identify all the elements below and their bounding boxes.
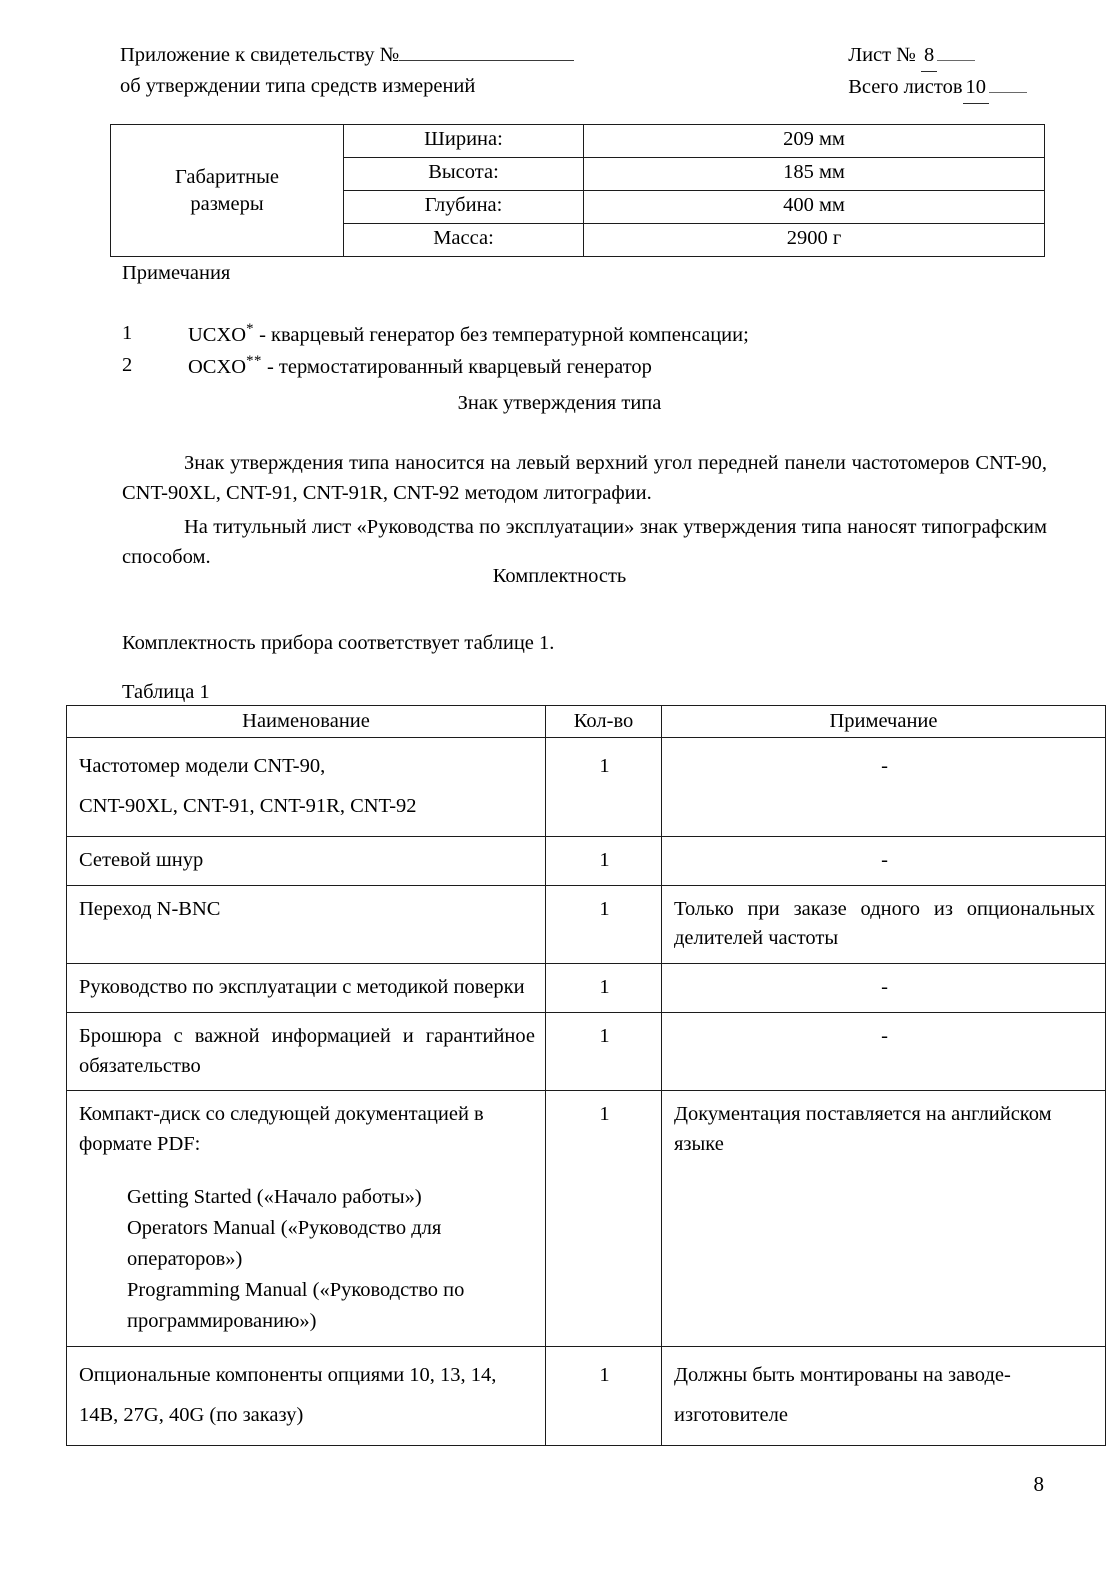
note-number-2: 2 — [122, 353, 133, 376]
item-name-7: Опциональные компоненты опциями 10, 13, 14, 14B, 27G, 40G (по заказу) — [67, 1347, 546, 1446]
item-name-6 — [67, 1091, 546, 1347]
dimension-param-width: Ширина: — [344, 125, 584, 158]
table-row — [67, 885, 1106, 963]
dimensions-label-line1: Габаритные — [175, 165, 279, 188]
total-sheets-line — [848, 72, 1027, 104]
document-header — [120, 40, 1049, 104]
item-note-5: - — [662, 1012, 1106, 1090]
sheet-label: Лист № — [848, 44, 916, 66]
sheet-number-line — [848, 40, 1027, 72]
note-item-1 — [122, 319, 1022, 351]
column-header-note: Примечание — [662, 706, 1106, 738]
notes-title: Примечания — [122, 262, 231, 284]
type-mark-heading: Знак утверждения типа — [457, 392, 662, 414]
completeness-heading: Комплектность — [492, 565, 627, 587]
table-header-row — [67, 706, 1106, 738]
note-marker-2: ** — [246, 352, 262, 369]
item-note-1: - — [662, 738, 1106, 837]
notes-section — [122, 262, 1022, 383]
item-name-1 — [67, 738, 546, 837]
table-row — [67, 1091, 1106, 1347]
item-note-7: Должны быть монтированы на заводе-изготовителе — [662, 1347, 1106, 1446]
completeness-table-container — [66, 705, 1095, 1446]
item-qty-3: 1 — [546, 885, 662, 963]
certificate-appendix-line — [120, 40, 574, 71]
completeness-intro: Комплектность прибора соответствует таблице 1. — [122, 632, 555, 654]
sub-item-getting-started: Getting Started («Начало работы») — [127, 1185, 422, 1208]
header-right-block — [848, 40, 1049, 104]
dimensions-row-label — [111, 125, 344, 257]
item-name-1-line1: Частотомер модели CNT-90, — [79, 755, 326, 777]
note-number-1: 1 — [122, 322, 133, 344]
column-header-name: Наименование — [67, 706, 546, 738]
note-item-2 — [122, 351, 1022, 383]
sub-item-programming-manual: Programming Manual («Руководство по программированию») — [127, 1279, 465, 1333]
item-qty-4: 1 — [546, 964, 662, 1013]
item-qty-1: 1 — [546, 738, 662, 837]
table-row — [67, 1347, 1106, 1446]
certificate-appendix-label: Приложение к свидетельству № — [120, 44, 400, 66]
note-text-1 — [188, 319, 1022, 351]
dimension-param-height: Высота: — [344, 158, 584, 191]
table-row — [111, 125, 1045, 158]
dimensions-table-container — [110, 124, 1045, 257]
dimension-param-depth: Глубина: — [344, 191, 584, 224]
dimensions-label-stack — [117, 164, 337, 217]
column-header-quantity: Кол-во — [546, 706, 662, 738]
item-note-4: - — [662, 964, 1106, 1013]
table-row — [67, 964, 1106, 1013]
type-mark-paragraph-1-text: Знак утверждения типа наносится на левый верхний угол передней панели частотомеров CNT-90, CNT-90XL, CNT-91, CNT-91R, CNT-92 методом литографии. — [122, 452, 1047, 505]
item-name-3: Переход N-BNC — [67, 885, 546, 963]
dimension-value-height: 185 мм — [584, 158, 1045, 191]
total-sheets-label: Всего листов — [848, 75, 963, 98]
dimensions-table — [110, 124, 1045, 257]
type-mark-paragraph-2 — [122, 512, 1047, 572]
note-marker-1: * — [246, 321, 254, 337]
header-left-block — [120, 40, 574, 102]
note-term-1: UCXO — [188, 323, 247, 346]
item-name-1-line2: CNT-90XL, CNT-91, CNT-91R, CNT-92 — [79, 794, 417, 817]
table-caption: Таблица 1 — [122, 681, 210, 703]
type-mark-paragraph-2-text: На титульный лист «Руководства по эксплуатации» знак утверждения типа наносят типографским способом. — [122, 516, 1047, 569]
item-qty-5: 1 — [546, 1012, 662, 1090]
total-sheets-value: 10 — [963, 72, 990, 104]
item-name-5: Брошюра с важной информацией и гарантийное обязательство — [67, 1012, 546, 1090]
dimension-param-mass: Масса: — [344, 224, 584, 257]
note-body-2: - термостатированный кварцевый генератор — [261, 355, 652, 378]
item-name-2: Сетевой шнур — [67, 836, 546, 885]
note-term-2: OCXO — [188, 355, 247, 378]
item-note-6: Документация поставляется на английском языке — [662, 1091, 1106, 1347]
page-number: 8 — [1033, 1472, 1044, 1496]
item-note-3: Только при заказе одного из опциональных делителей частоты — [662, 885, 1106, 963]
dimensions-label-line2: размеры — [190, 192, 264, 215]
certificate-number-blank — [399, 60, 574, 61]
sheet-number-blank — [937, 60, 975, 61]
note-text-2 — [188, 351, 1022, 383]
sheet-number-value: 8 — [921, 40, 937, 72]
item-note-2: - — [662, 836, 1106, 885]
dimension-value-mass: 2900 г — [584, 224, 1045, 257]
table-row — [67, 1012, 1106, 1090]
completeness-table — [66, 705, 1106, 1446]
dimension-value-width: 209 мм — [584, 125, 1045, 158]
table-row — [67, 738, 1106, 837]
dimension-value-depth: 400 мм — [584, 191, 1045, 224]
item-qty-6: 1 — [546, 1091, 662, 1347]
item-name-6-main: Компакт-диск со следующей документацией в формате PDF: — [79, 1103, 484, 1155]
sub-item-operators-manual: Operators Manual («Руководство для операторов») — [127, 1216, 442, 1270]
item-name-4: Руководство по эксплуатации с методикой поверки — [67, 964, 546, 1013]
total-sheets-blank — [989, 92, 1027, 93]
certificate-subtitle: об утверждении типа средств измерений — [120, 74, 476, 97]
type-mark-paragraph-1 — [122, 448, 1047, 508]
item-qty-2: 1 — [546, 836, 662, 885]
item-qty-7: 1 — [546, 1347, 662, 1446]
note-body-1: - кварцевый генератор без температурной компенсации; — [253, 323, 749, 346]
item-6-sub-list — [127, 1182, 535, 1338]
table-row — [67, 836, 1106, 885]
